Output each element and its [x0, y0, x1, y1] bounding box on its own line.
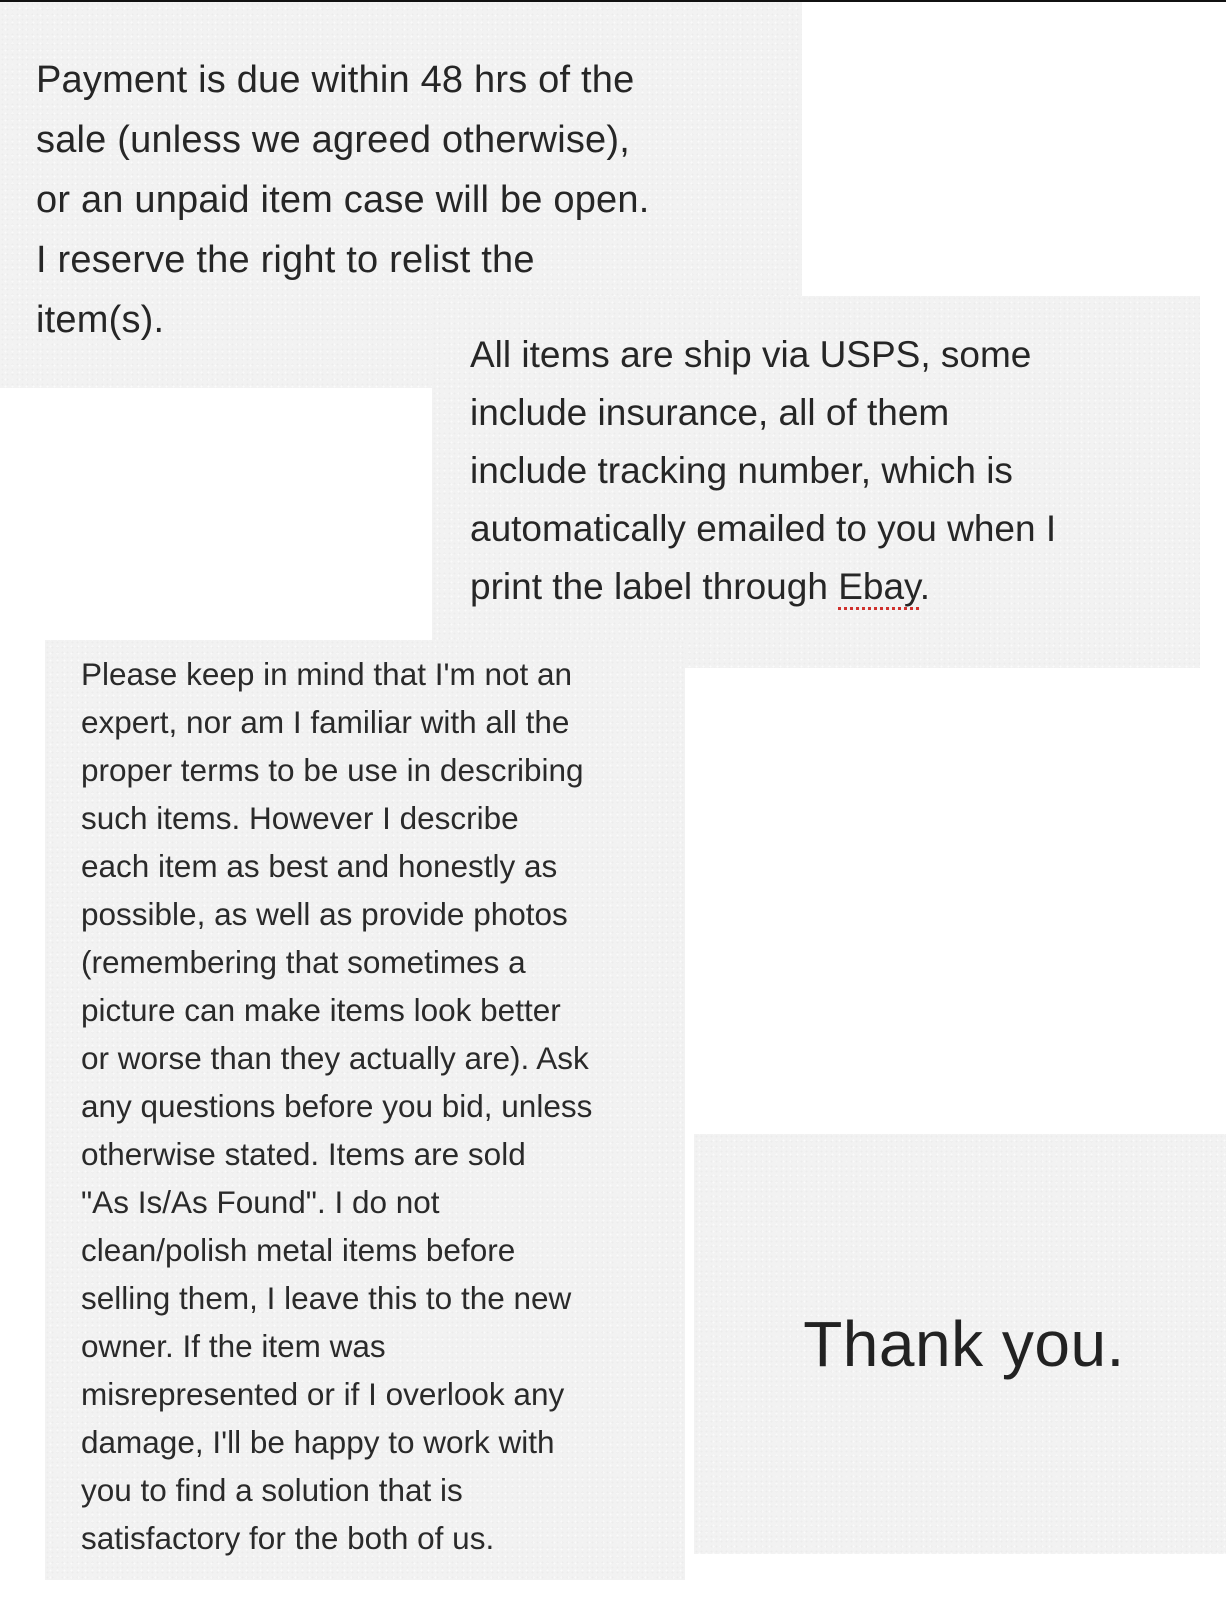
payment-notice-line: item(s). — [36, 299, 165, 341]
disclaimer-line: otherwise stated. Items are sold — [81, 1136, 526, 1172]
disclaimer-line: possible, as well as provide photos — [81, 896, 568, 932]
ebay-spellcheck-word: Ebay — [838, 566, 920, 607]
shipping-notice-line: automatically emailed to you when I — [470, 508, 1057, 549]
disclaimer-line: damage, I'll be happy to work with — [81, 1424, 555, 1460]
thank-you-card — [694, 1134, 1226, 1554]
disclaimer-line: any questions before you bid, unless — [81, 1088, 593, 1124]
disclaimer-line: picture can make items look better — [81, 992, 561, 1028]
disclaimer-line: proper terms to be use in describing — [81, 752, 584, 788]
payment-notice-line: I reserve the right to relist the — [36, 239, 535, 281]
shipping-notice-line: All items are ship via USPS, some — [470, 334, 1032, 375]
shipping-notice-line: include tracking number, which is — [470, 450, 1013, 491]
thank-you-text: Thank you. — [803, 1308, 1125, 1380]
shipping-notice-last-line-suffix: . — [919, 566, 931, 607]
payment-notice-line: Payment is due within 48 hrs of the — [36, 59, 635, 101]
disclaimer-line: satisfactory for the both of us. — [81, 1520, 495, 1556]
disclaimer-line: expert, nor am I familiar with all the — [81, 704, 570, 740]
disclaimer-card — [45, 640, 685, 1580]
disclaimer-line: or worse than they actually are). Ask — [81, 1040, 589, 1076]
disclaimer-line: each item as best and honestly as — [81, 848, 558, 884]
disclaimer-line: misrepresented or if I overlook any — [81, 1376, 565, 1412]
payment-notice-line: or an unpaid item case will be open. — [36, 179, 650, 221]
disclaimer-line: selling them, I leave this to the new — [81, 1280, 572, 1316]
disclaimer-line: owner. If the item was — [81, 1328, 386, 1364]
payment-notice-line: sale (unless we agreed otherwise), — [36, 119, 630, 161]
disclaimer-line: Please keep in mind that I'm not an — [81, 656, 573, 692]
disclaimer-line: (remembering that sometimes a — [81, 944, 526, 980]
shipping-notice-last-line-prefix: print the label through — [470, 566, 839, 607]
disclaimer-line: clean/polish metal items before — [81, 1232, 516, 1268]
shipping-notice-line: include insurance, all of them — [470, 392, 950, 433]
disclaimer-line: such items. However I describe — [81, 800, 519, 836]
shipping-notice-last-line — [470, 558, 1200, 616]
disclaimer-line: you to find a solution that is — [81, 1472, 463, 1508]
shipping-notice-card — [432, 296, 1200, 668]
disclaimer-line: "As Is/As Found". I do not — [81, 1184, 440, 1220]
